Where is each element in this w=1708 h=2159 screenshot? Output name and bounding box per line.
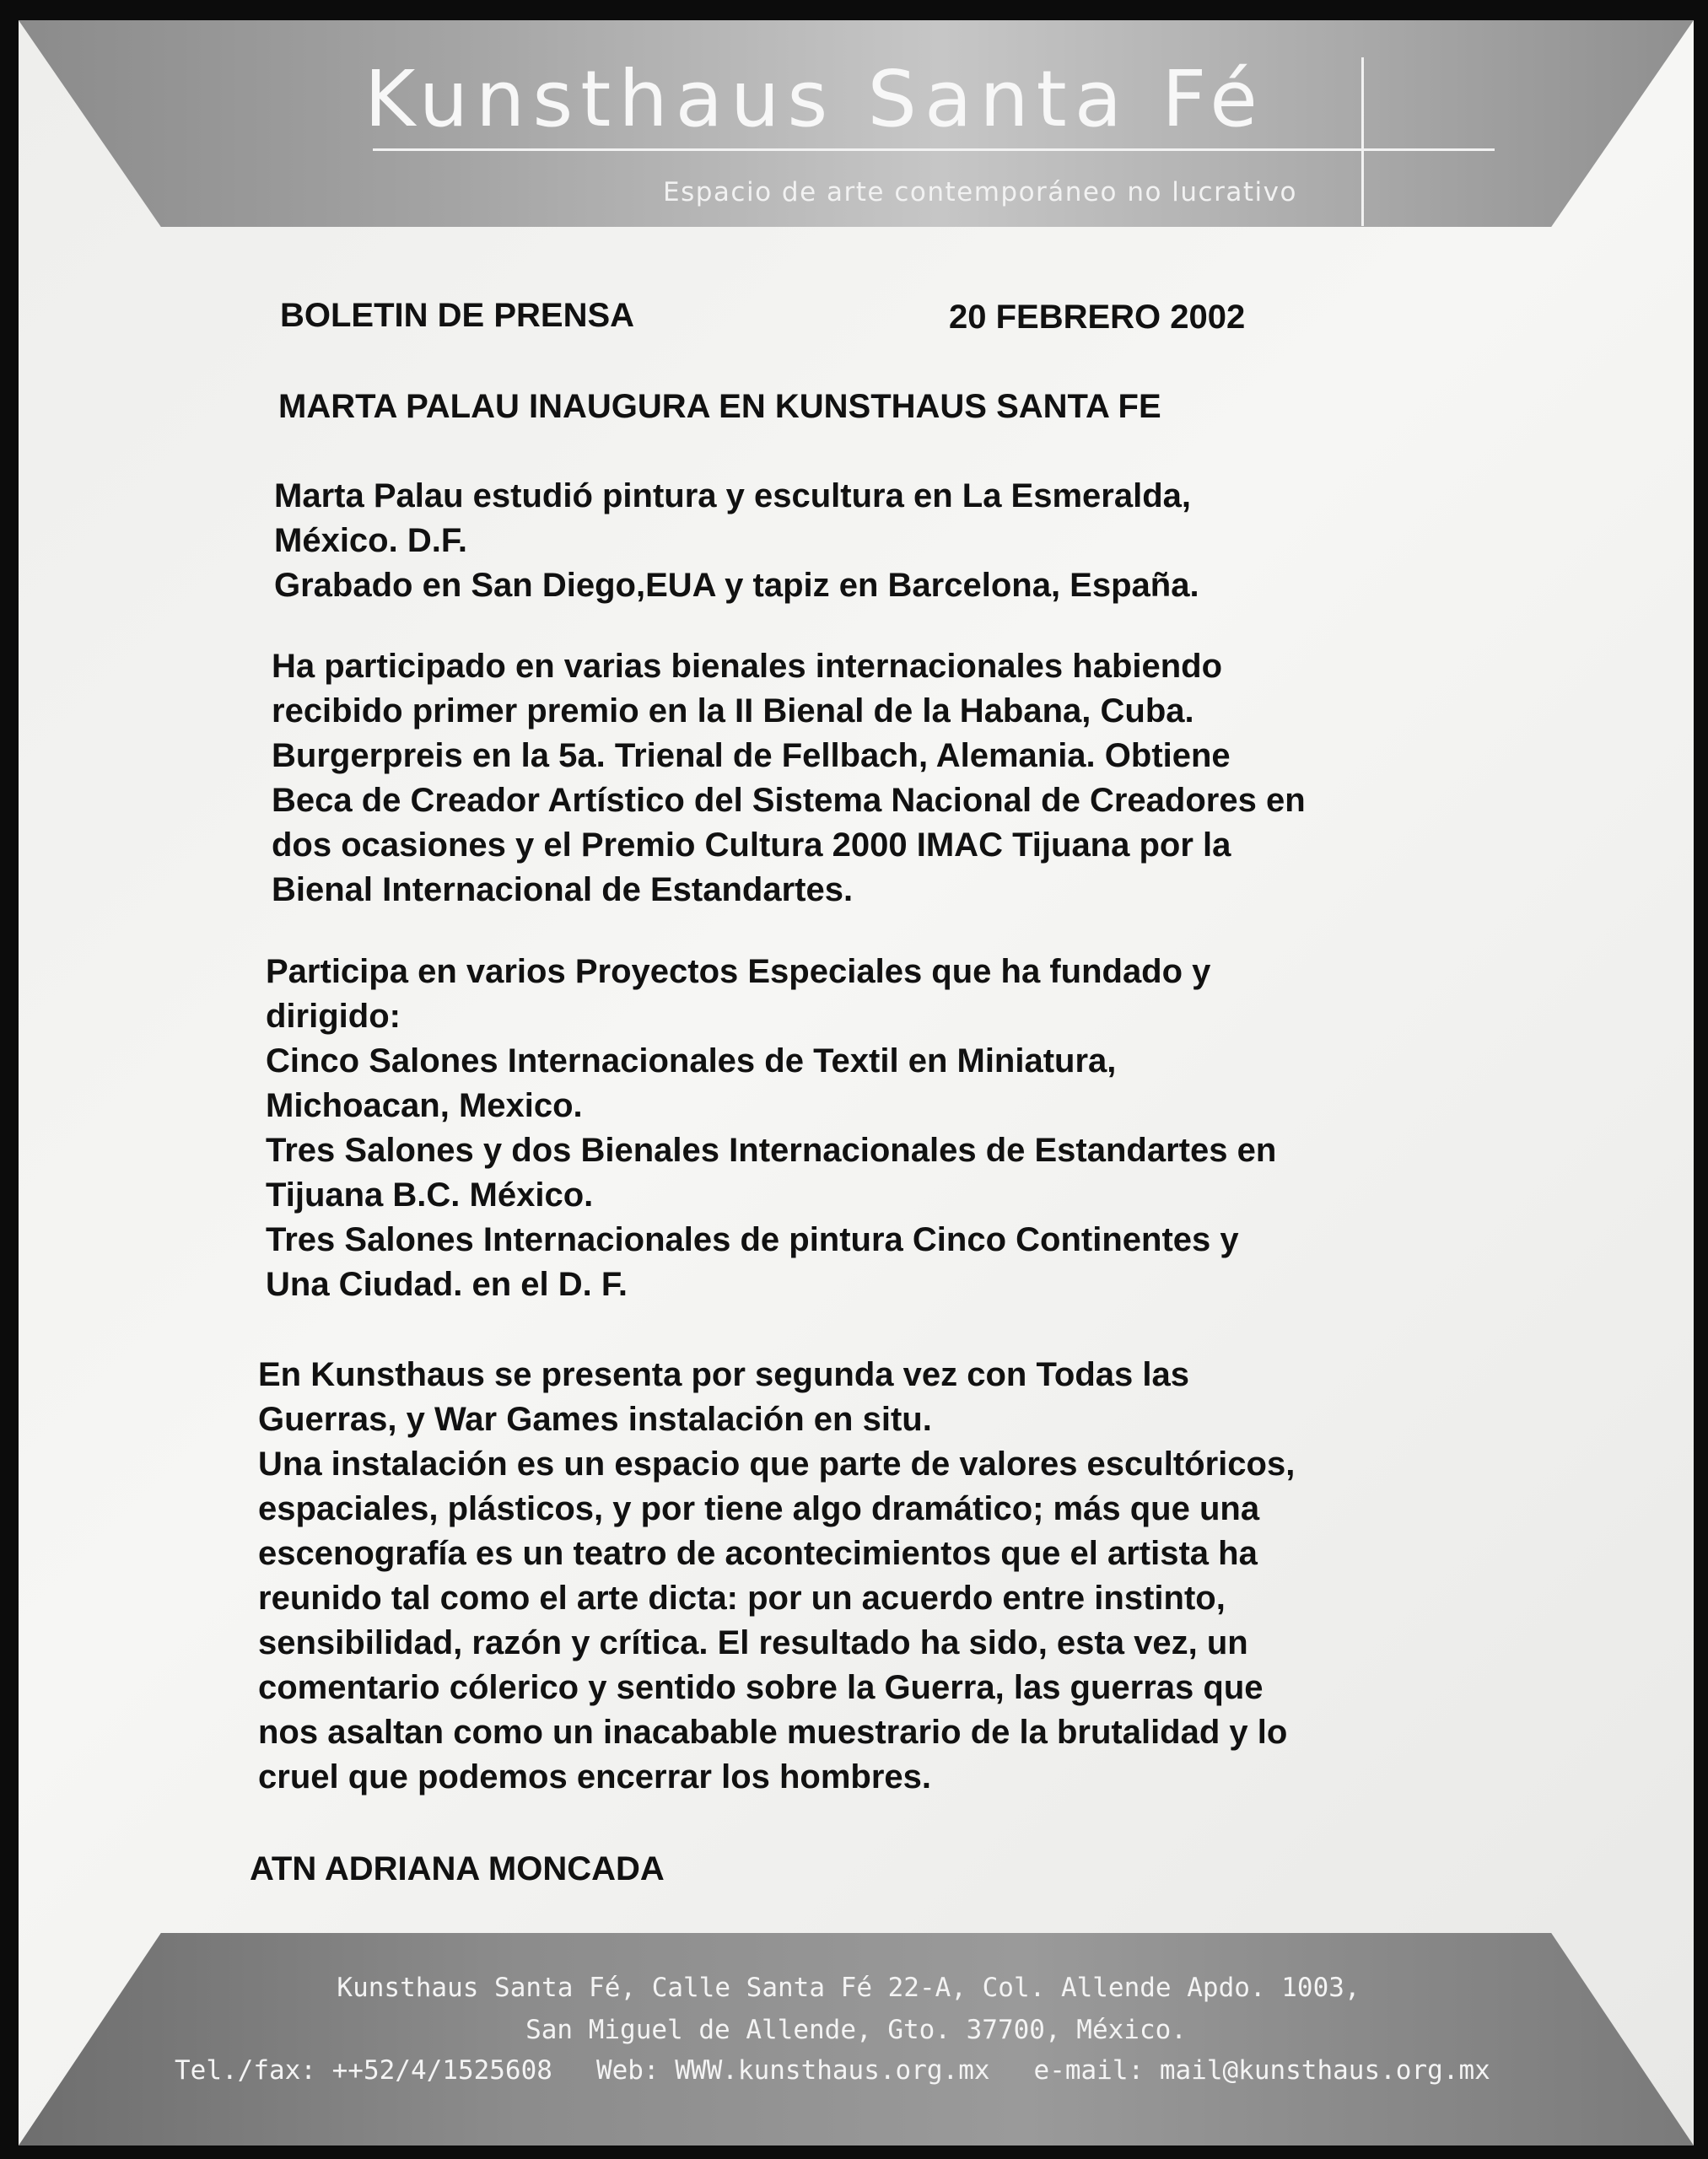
- footer-tel: Tel./fax: ++52/4/1525608: [175, 2055, 552, 2086]
- text-line: Bienal Internacional de Estandartes.: [272, 871, 854, 908]
- text-line: Tres Salones Internacionales de pintura Cinco Continentes y: [266, 1221, 1239, 1258]
- text-line: sensibilidad, razón y crítica. El resultado ha sido, esta vez, un: [258, 1624, 1248, 1661]
- text-line: comentario cólerico y sentido sobre la Guerra, las guerras que: [258, 1669, 1263, 1706]
- footer-address-line-1: Kunsthaus Santa Fé, Calle Santa Fé 22-A, Col. Allende Apdo. 1003,: [337, 1973, 1360, 2003]
- text-line: Cinco Salones Internacionales de Textil en Miniatura,: [266, 1042, 1117, 1080]
- text-line: Burgerpreis en la 5a. Trienal de Fellbach, Alemania. Obtiene: [272, 737, 1231, 774]
- footer-address-line-2: San Miguel de Allende, Gto. 37700, México.: [525, 2015, 1187, 2045]
- paragraph-awards: [272, 644, 1306, 913]
- footer-web: Web: WWW.kunsthaus.org.mx: [595, 2055, 990, 2086]
- text-line: recibido primer premio en la II Bienal de la Habana, Cuba.: [272, 692, 1194, 730]
- text-line: Ha participado en varias bienales internacionales habiendo: [272, 648, 1223, 685]
- footer-email: e-mail: mail@kunsthaus.org.mx: [1033, 2055, 1490, 2086]
- paragraph-installation: [258, 1353, 1295, 1800]
- text-line: cruel que podemos encerrar los hombres.: [258, 1758, 932, 1796]
- text-line: dirigido:: [266, 998, 401, 1035]
- text-line: En Kunsthaus se presenta por segunda vez con Todas las: [258, 1356, 1189, 1393]
- text-line: espaciales, plásticos, y por tiene algo dramático; más que una: [258, 1490, 1260, 1527]
- bulletin-label: BOLETIN DE PRENSA: [280, 297, 635, 334]
- logo-vertical-rule: [1361, 57, 1364, 226]
- bulletin-date: 20 FEBRERO 2002: [949, 299, 1246, 336]
- text-line: Tijuana B.C. México.: [266, 1176, 594, 1214]
- logo-tagline: Espacio de arte contemporáneo no lucrativo: [663, 177, 1297, 207]
- paragraph-projects: [266, 950, 1276, 1307]
- logo-title: Kunsthaus Santa Fé: [364, 54, 1265, 144]
- attention-line: ATN ADRIANA MONCADA: [250, 1850, 665, 1887]
- text-line: Participa en varios Proyectos Especiales que ha fundado y: [266, 953, 1211, 990]
- text-line: Michoacan, Mexico.: [266, 1087, 583, 1124]
- text-line: México. D.F.: [274, 522, 467, 559]
- logo-horizontal-rule: [373, 148, 1495, 151]
- text-line: dos ocasiones y el Premio Cultura 2000 IMAC Tijuana por la: [272, 826, 1231, 864]
- text-line: escenografía es un teatro de acontecimientos que el artista ha: [258, 1535, 1258, 1572]
- text-line: Guerras, y War Games instalación en situ.: [258, 1401, 932, 1438]
- press-release-page: [19, 20, 1694, 2146]
- text-line: Grabado en San Diego,EUA y tapiz en Barcelona, España.: [274, 567, 1199, 604]
- paragraph-education: [274, 474, 1199, 608]
- text-line: Una instalación es un espacio que parte de valores escultóricos,: [258, 1446, 1296, 1483]
- text-line: reunido tal como el arte dicta: por un acuerdo entre instinto,: [258, 1580, 1226, 1617]
- headline: MARTA PALAU INAUGURA EN KUNSTHAUS SANTA FE: [278, 388, 1161, 425]
- footer-contact-line: [175, 2055, 1534, 2086]
- text-line: Una Ciudad. en el D. F.: [266, 1266, 628, 1303]
- text-line: nos asaltan como un inacabable muestrario de la brutalidad y lo: [258, 1714, 1288, 1751]
- text-line: Marta Palau estudió pintura y escultura en La Esmeralda,: [274, 477, 1192, 514]
- text-line: Beca de Creador Artístico del Sistema Nacional de Creadores en: [272, 782, 1306, 819]
- text-line: Tres Salones y dos Bienales Internacionales de Estandartes en: [266, 1132, 1277, 1169]
